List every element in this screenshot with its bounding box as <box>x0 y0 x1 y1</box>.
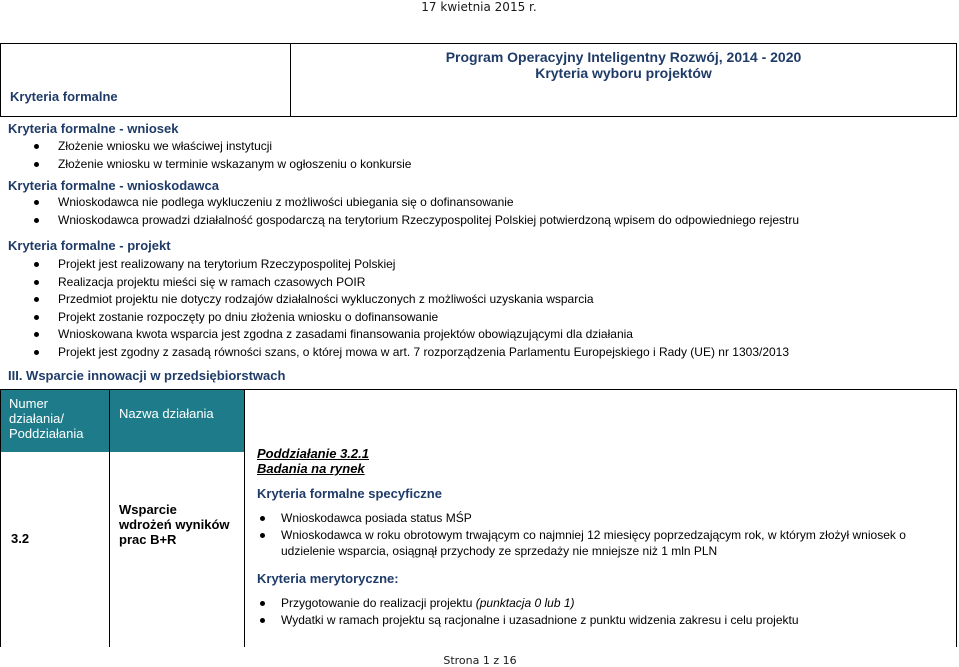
subaction-name: Badania na rynek <box>257 461 365 476</box>
list-item: Przedmiot projektu nie dotyczy rodzajów działalności wykluczonych z możliwości uzyskania wsparcia <box>0 291 789 309</box>
column-divider <box>109 390 110 647</box>
list-item: Projekt jest zgodny z zasadą równości szans, o której mowa w art. 7 rozporządzenia Parlamentu Europejskiego i Rady (UE) nr 1303/2013 <box>0 344 789 362</box>
merit-item-note: (punktacja 0 lub 1) <box>475 596 575 610</box>
list-item: Wnioskodawca w roku obrotowym trwającym co najmniej 12 miesięcy poprzedzającym rok, w którym złożył wniosek o udzielenie wsparcia, osiągnął przychody ze sprzedaży nie mniejsze niż 1 mln PLN <box>245 527 959 560</box>
header-left-label: Kryteria formalne <box>10 89 118 104</box>
list-item: Złożenie wniosku we właściwej instytucji <box>0 138 411 156</box>
action-name <box>119 502 249 547</box>
header-number-line: Numer <box>9 396 49 411</box>
list-item: Projekt zostanie rozpoczęty po dniu złożenia wniosku o dofinansowanie <box>0 309 789 327</box>
list-item: Wnioskodawca nie podlega wykluczeniu z możliwości ubiegania się o dofinansowanie <box>0 194 799 212</box>
page-footer: Strona 1 z 16 <box>443 654 517 667</box>
subaction-heading <box>257 446 369 476</box>
criteria-header <box>0 43 957 117</box>
specific-criteria-title: Kryteria formalne specyficzne <box>257 486 442 501</box>
section-title-projekt: Kryteria formalne - projekt <box>8 238 171 253</box>
action-name-line: prac B+R <box>119 532 177 547</box>
section-list-projekt <box>0 256 789 361</box>
list-item: Wnioskodawca posiada status MŚP <box>245 510 959 527</box>
section-title-wnioskodawca: Kryteria formalne - wnioskodawca <box>8 178 219 193</box>
list-item: Wydatki w ramach projektu są racjonalne i uzasadnione z punktu widzenia zakresu i celu projektu <box>245 612 959 629</box>
merit-criteria-list <box>245 595 959 628</box>
action-name-line: wdrożeń wyników <box>119 517 230 532</box>
section-list-wniosek <box>0 138 411 173</box>
list-item: Wnioskowana kwota wsparcia jest zgodna z zasadami finansowania projektów obowiązującymi dla działania <box>0 326 789 344</box>
list-item: Złożenie wniosku w terminie wskazanym w ogłoszeniu o konkursie <box>0 156 411 174</box>
list-item <box>245 595 959 612</box>
header-action-name-cell <box>110 390 244 452</box>
header-right-cell <box>291 44 956 81</box>
list-item: Realizacja projektu mieści się w ramach czasowych POIR <box>0 274 789 292</box>
header-number-cell <box>1 390 109 452</box>
page-date: 17 kwietnia 2015 r. <box>421 0 537 14</box>
header-number-line: działania/ <box>9 411 64 426</box>
header-left-cell <box>1 44 291 116</box>
section3-title: III. Wsparcie innowacji w przedsiębiorstwach <box>8 368 286 383</box>
section-list-wnioskodawca <box>0 194 799 229</box>
header-action-name: Nazwa działania <box>119 406 214 421</box>
action-name-line: Wsparcie <box>119 502 177 517</box>
merit-criteria-title: Kryteria merytoryczne: <box>257 571 399 586</box>
list-item: Wnioskodawca prowadzi działalność gospodarczą na terytorium Rzeczypospolitej Polskiej potwierdzoną wpisem do odpowiedniego rejestru <box>0 212 799 230</box>
action-number: 3.2 <box>11 531 30 546</box>
list-item: Projekt jest realizowany na terytorium Rzeczypospolitej Polskiej <box>0 256 789 274</box>
actions-table <box>0 389 957 647</box>
criteria-subtitle: Kryteria wyboru projektów <box>535 65 712 81</box>
specific-criteria-list <box>245 510 959 560</box>
header-number-line: Poddziałania <box>9 426 84 441</box>
subaction-id: Poddziałanie 3.2.1 <box>257 446 369 461</box>
section-title-wniosek: Kryteria formalne - wniosek <box>8 121 179 136</box>
merit-item-text: Przygotowanie do realizacji projektu <box>281 596 476 610</box>
program-title: Program Operacyjny Inteligentny Rozwój, 2014 - 2020 <box>445 49 802 65</box>
